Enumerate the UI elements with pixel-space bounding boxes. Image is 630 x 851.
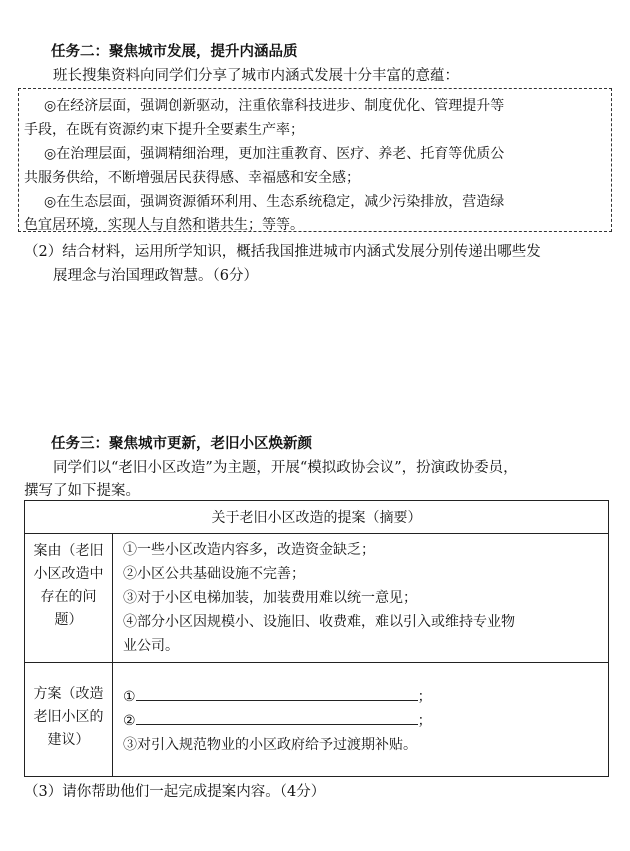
list-item: ④部分小区因规模小、设施旧、收费难，难以引入或维持专业物 [123,614,515,630]
blank-line[interactable] [136,686,418,701]
material-line: 共服务供给，不断增强居民获得感、幸福感和安全感； [24,170,360,186]
question-2-line2: 展理念与治国理政智慧。（6分） [53,268,258,284]
blank-line[interactable] [136,710,418,725]
list-item: 业公司。 [123,638,179,654]
answer-blank-2[interactable]: ② ； [123,709,598,733]
material-line: 手段，在既有资源约束下提升全要素生产率； [24,122,304,138]
task2-heading: 任务二：聚焦城市发展，提升内涵品质 [51,44,298,60]
question-3: （3）请你帮助他们一起完成提案内容。（4分） [24,784,326,800]
proposal-table [24,500,609,777]
plan-content [113,663,609,777]
task3-intro-line2: 撰写了如下提案。 [24,483,140,499]
task2-intro: 班长搜集资料向同学们分享了城市内涵式发展十分丰富的意蕴： [53,68,459,84]
task3-intro-line1: 同学们以“老旧小区改造”为主题，开展“模拟政协会议”，扮演政协委员， [53,460,518,476]
cause-label: 案由（老旧 小区改造中 存在的问 题） [25,534,113,663]
answer-blank-1[interactable]: ① ； [123,685,598,709]
material-line: ◎在生态层面，强调资源循环利用、生态系统稳定，减少污染排放，营造绿 [44,194,505,210]
material-line: ◎在经济层面，强调创新驱动，注重依靠科技进步、制度优化、管理提升等 [44,98,505,114]
plan-label: 方案（改造 老旧小区的 建议） [25,663,113,777]
question-2-line1: （2）结合材料，运用所学知识，概括我国推进城市内涵式发展分别传递出哪些发 [24,244,541,260]
list-item: ③对于小区电梯加装，加装费用难以统一意见； [123,590,417,606]
cause-content [113,534,609,663]
proposal-title: 关于老旧小区改造的提案（摘要） [25,501,609,534]
task3-heading: 任务三：聚焦城市更新，老旧小区焕新颜 [51,436,312,452]
material-line: ◎在治理层面，强调精细治理，更加注重教育、医疗、养老、托育等优质公 [44,146,505,162]
material-line: 色宜居环境，实现人与自然和谐共生；等等。 [24,217,304,233]
list-item: ③对引入规范物业的小区政府给予过渡期补贴。 [123,737,417,753]
list-item: ①一些小区改造内容多，改造资金缺乏； [123,542,375,558]
list-item: ②小区公共基础设施不完善； [123,566,305,582]
